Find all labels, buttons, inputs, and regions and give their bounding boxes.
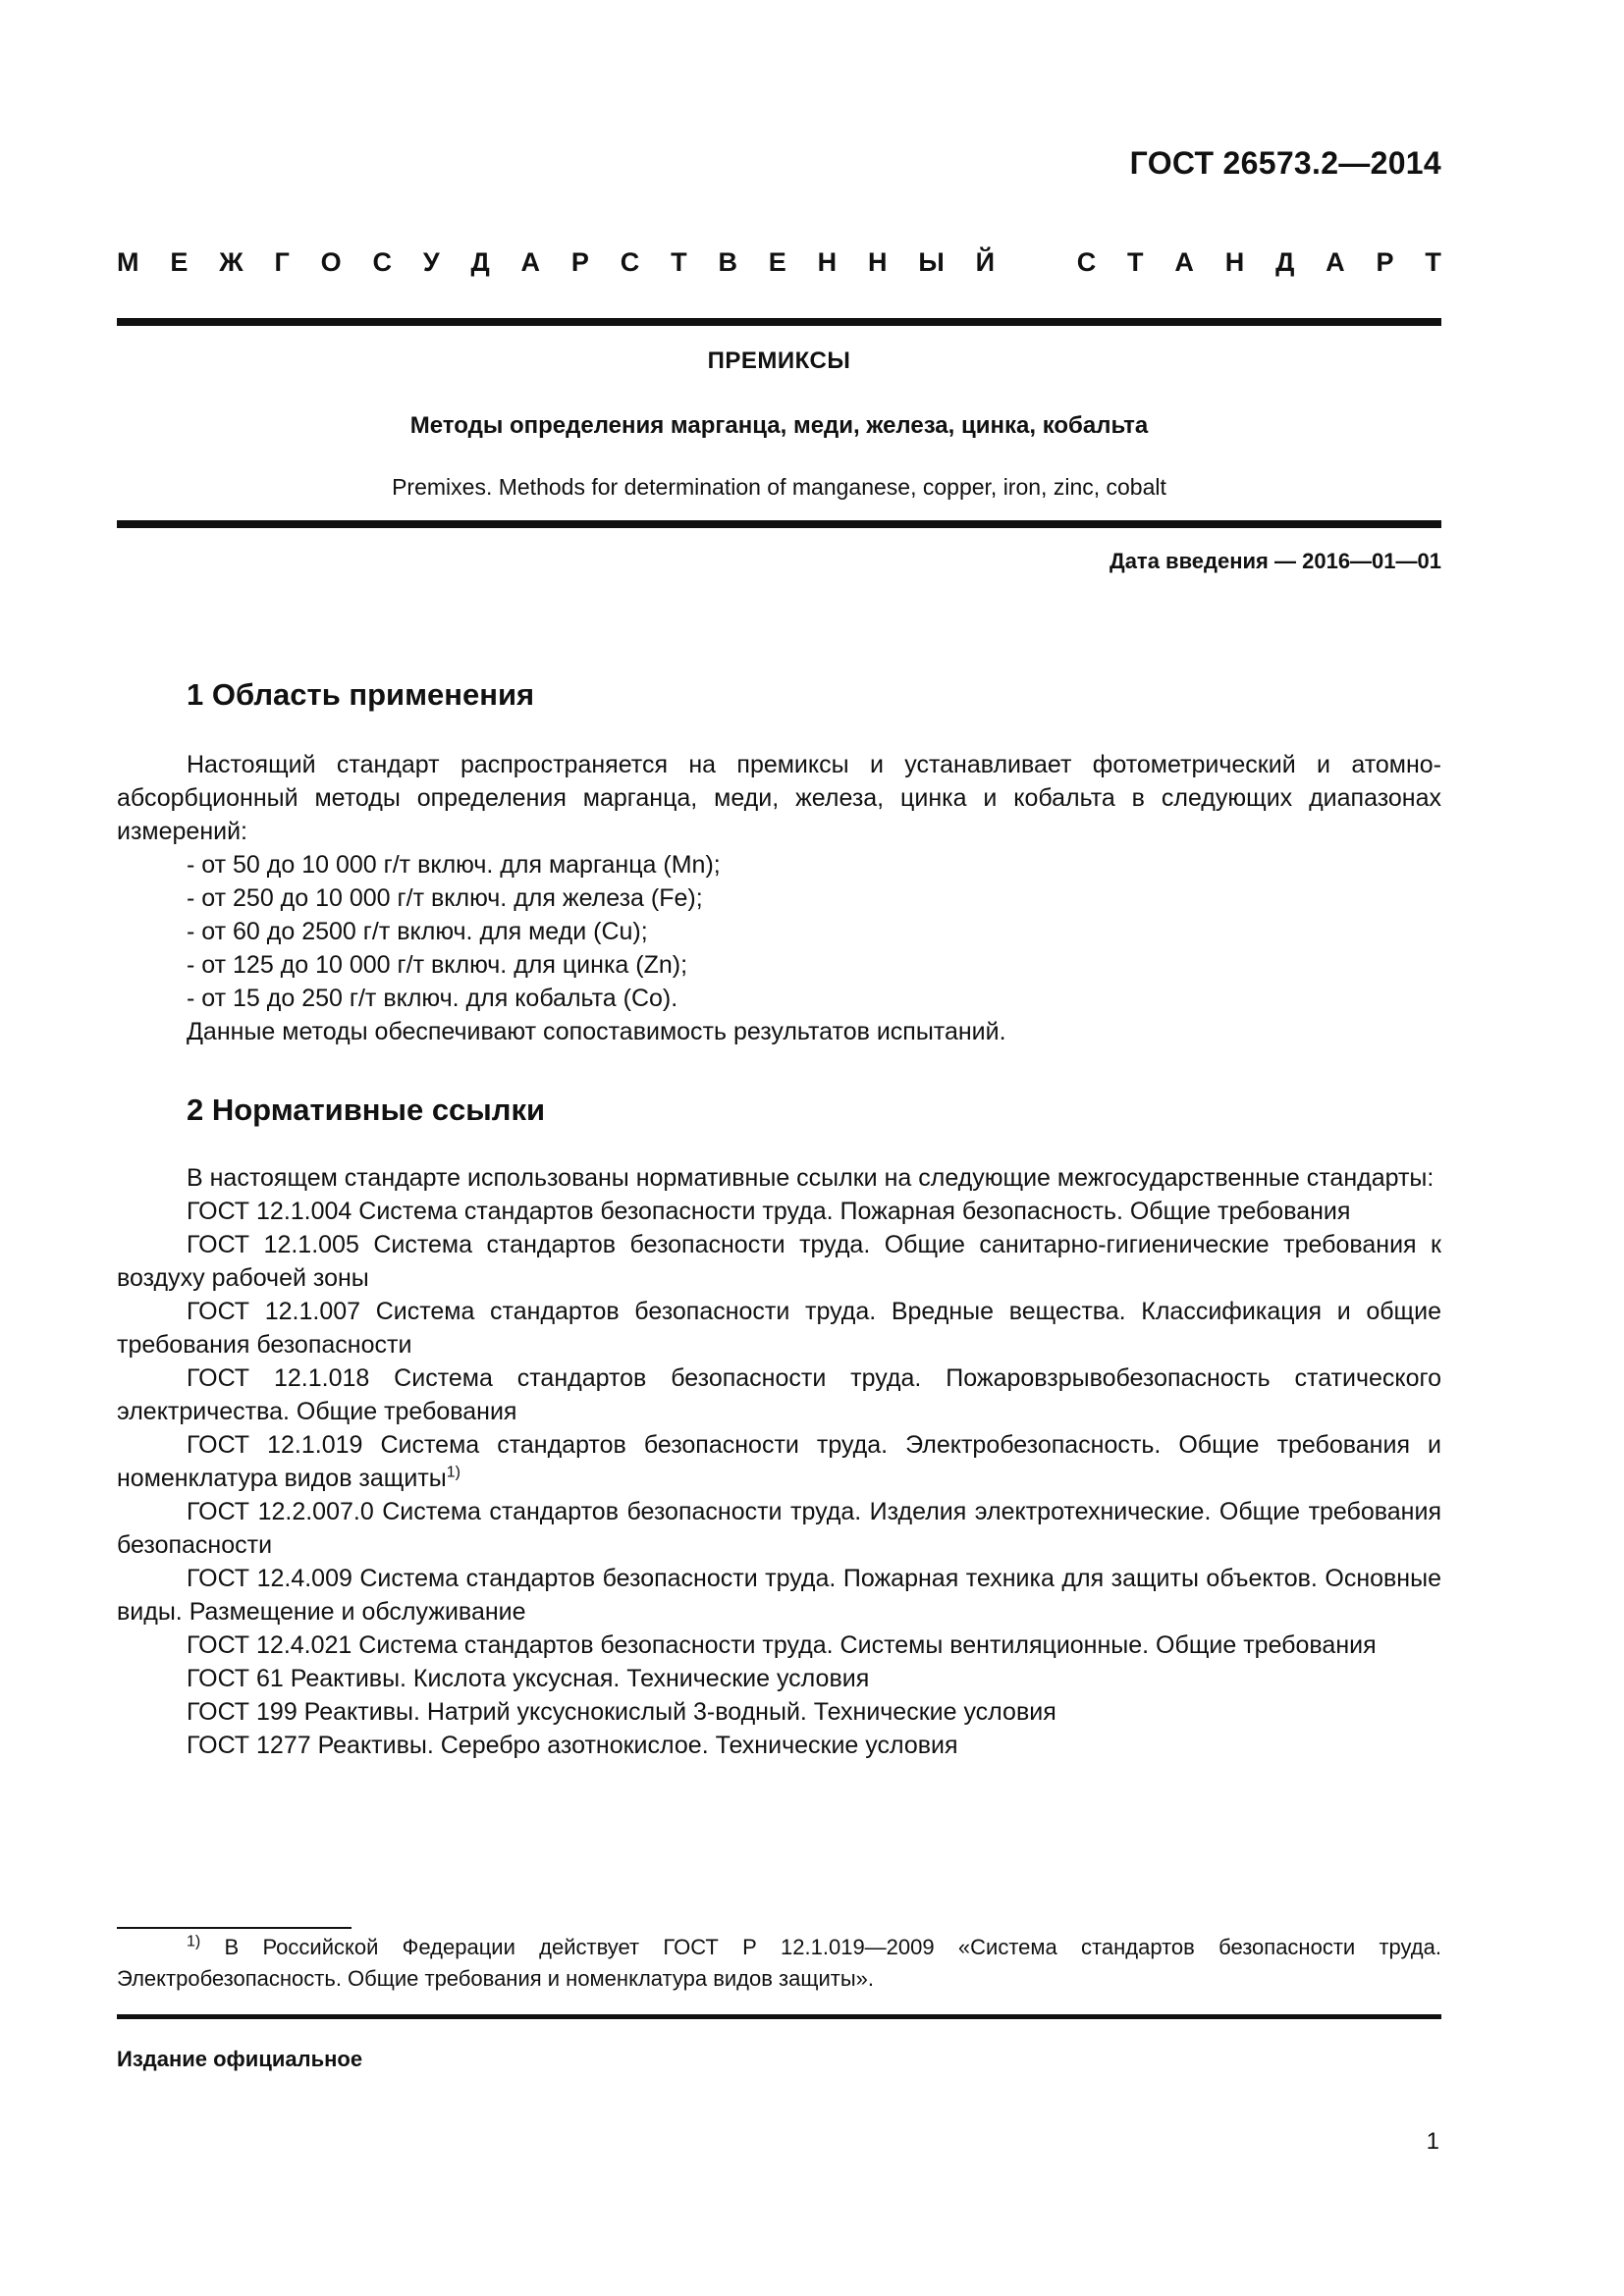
banner-letter: С: [372, 247, 392, 277]
standard-subtitle: Методы определения марганца, меди, железа, цинка, кобальта: [409, 412, 1149, 439]
document-number: ГОСТ 26573.2—2014: [1129, 145, 1441, 181]
banner-letter: А: [1326, 247, 1345, 277]
interstate-standard-banner: [117, 247, 1441, 278]
footer-rule: [117, 2014, 1441, 2019]
page-number: 1: [1426, 2128, 1439, 2155]
banner-letter: С: [620, 247, 640, 277]
title-rule: [117, 520, 1441, 528]
banner-letter: Ж: [219, 247, 244, 277]
paragraph: Данные методы обеспечивают сопоставимость результатов испытаний.: [187, 1018, 1006, 1045]
banner-letter: О: [320, 247, 342, 277]
banner-letter: Е: [170, 247, 189, 277]
list-item: - от 60 до 2500 г/т включ. для меди (Cu);: [187, 918, 648, 945]
reference-item: ГОСТ 12.4.009 Система стандартов безопасности труда. Пожарная техника для защиты объектов. Основные виды. Размещение и обслуживание: [117, 1565, 1441, 1626]
list-item: - от 15 до 250 г/т включ. для кобальта (Co).: [187, 985, 678, 1012]
reference-item: ГОСТ 199 Реактивы. Натрий уксуснокислый 3-водный. Технические условия: [187, 1698, 1056, 1726]
reference-item: ГОСТ 61 Реактивы. Кислота уксусная. Технические условия: [187, 1665, 870, 1692]
banner-letter: Р: [1376, 247, 1394, 277]
banner-letter: Т: [1127, 247, 1144, 277]
paragraph: Настоящий стандарт распространяется на премиксы и устанавливает фотометрический и атомно-абсорбционный методы определения марганца, меди, железа, цинка и кобальта в следующих диапазонах измерений:: [117, 751, 1441, 845]
banner-letter: В: [718, 247, 737, 277]
banner-letter: А: [520, 247, 541, 277]
banner-letter: М: [117, 247, 139, 277]
banner-letter: Н: [1224, 247, 1245, 277]
footnote-body: В Российской Федерации действует ГОСТ Р 12.1.019—2009 «Система стандартов безопасности труда. Электробезопасность. Общие требования и номенклатура видов защиты».: [117, 1935, 1441, 1991]
banner-letter: Д: [470, 247, 490, 277]
introduction-date: Дата введения — 2016—01—01: [1110, 549, 1441, 573]
footnote-reference: 1): [446, 1464, 460, 1481]
footnote-separator: [117, 1927, 352, 1929]
standard-title: ПРЕМИКСЫ: [707, 347, 851, 374]
banner-letter: Г: [274, 247, 290, 277]
reference-item: ГОСТ 12.4.021 Система стандартов безопасности труда. Системы вентиляционные. Общие требования: [187, 1631, 1377, 1659]
reference-item: ГОСТ 12.1.007 Система стандартов безопасности труда. Вредные вещества. Классификация и общие требования безопасности: [117, 1298, 1441, 1359]
reference-item: ГОСТ 12.2.007.0 Система стандартов безопасности труда. Изделия электротехнические. Общие требования безопасности: [117, 1498, 1441, 1559]
footnote-mark: 1): [187, 1933, 201, 1950]
standard-english-title: Premixes. Methods for determination of manganese, copper, iron, zinc, cobalt: [392, 474, 1166, 500]
reference-item: ГОСТ 12.1.018 Система стандартов безопасности труда. Пожаровзрывобезопасность статического электричества. Общие требования: [117, 1364, 1441, 1425]
reference-item: ГОСТ 1277 Реактивы. Серебро азотнокислое. Технические условия: [187, 1732, 958, 1759]
paragraph: В настоящем стандарте использованы нормативные ссылки на следующие межгосударственные стандарты:: [187, 1164, 1435, 1192]
reference-item: [117, 1428, 1441, 1495]
section-heading: 1 Область применения: [187, 677, 535, 712]
banner-letter: Н: [867, 247, 888, 277]
banner-letter: Ы: [918, 247, 945, 277]
list-item: - от 50 до 10 000 г/т включ. для марганца (Mn);: [187, 851, 721, 879]
reference-item: ГОСТ 12.1.004 Система стандартов безопасности труда. Пожарная безопасность. Общие требования: [187, 1198, 1351, 1225]
banner-letter: С: [1076, 247, 1097, 277]
banner-letter: У: [422, 247, 440, 277]
banner-letter: Р: [570, 247, 589, 277]
section-1-body: [117, 748, 1441, 1048]
header-rule: [117, 318, 1441, 326]
footnote: [117, 1932, 1441, 1995]
section-heading: 2 Нормативные ссылки: [187, 1093, 546, 1127]
banner-letter: Т: [671, 247, 687, 277]
banner-letter: Е: [768, 247, 786, 277]
reference-text: ГОСТ 12.1.019 Система стандартов безопасности труда. Электробезопасность. Общие требования и номенклатура видов защиты: [117, 1431, 1441, 1492]
edition-label: Издание официальное: [117, 2047, 363, 2071]
banner-letter: Д: [1275, 247, 1295, 277]
section-2-body: [117, 1161, 1441, 1762]
banner-letter: Н: [817, 247, 838, 277]
footnote-text: [117, 1932, 1441, 1995]
list-item: - от 125 до 10 000 г/т включ. для цинка (Zn);: [187, 951, 688, 979]
banner-gap: [1026, 247, 1046, 278]
banner-letter: Й: [975, 247, 996, 277]
banner-letter: А: [1174, 247, 1194, 277]
list-item: - от 250 до 10 000 г/т включ. для железа (Fe);: [187, 884, 703, 912]
banner-letter: Т: [1425, 247, 1441, 277]
reference-item: ГОСТ 12.1.005 Система стандартов безопасности труда. Общие санитарно-гигиенические требования к воздуху рабочей зоны: [117, 1231, 1441, 1292]
